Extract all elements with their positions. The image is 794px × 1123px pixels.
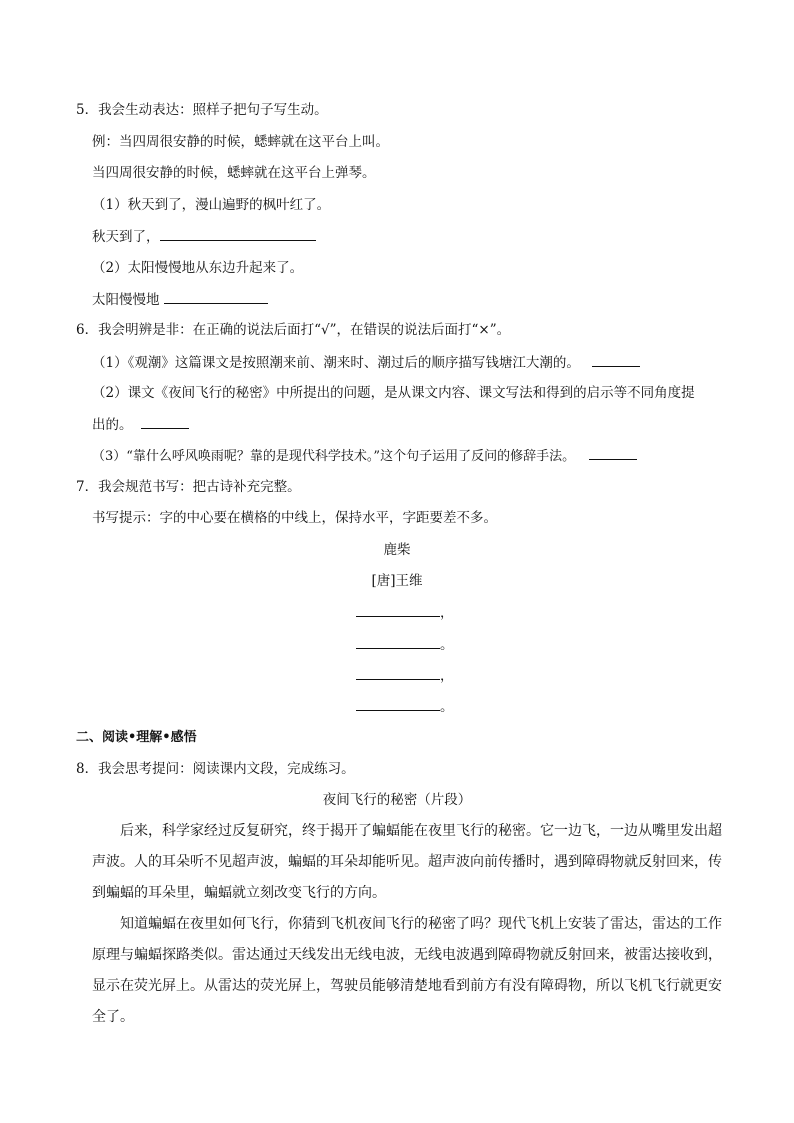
- q8-title: 8．我会思考提问：阅读课内文段，完成练习。: [76, 761, 355, 777]
- q5-item-2-blank[interactable]: [164, 289, 268, 304]
- q5-title: 5．我会生动表达：照样子把句子写生动。: [76, 102, 328, 118]
- q5-item-2: （2）太阳慢慢地从东边升起来了。: [92, 260, 304, 276]
- passage-p1-line-2: 声波。人的耳朵听不见超声波，蝙蝠的耳朵却能听见。超声波向前传播时，遇到障碍物就反射回来，传: [92, 854, 722, 870]
- poem-line-1-blank[interactable]: [356, 602, 440, 617]
- poem-line-3-punct: ，: [440, 668, 454, 684]
- poem-line-2-blank[interactable]: [356, 634, 440, 649]
- passage-p2-line-1: [92, 909, 720, 940]
- q5-item-2-prefix: 太阳慢慢地: [92, 292, 160, 308]
- poem-line-2: [356, 634, 454, 655]
- q5-example: 例：当四周很安静的时候，蟋蟀就在这平台上叫。: [92, 134, 389, 150]
- q5-item-1: （1）秋天到了，漫山遍野的枫叶红了。: [92, 197, 331, 213]
- q6-title: 6．我会明辨是非：在正确的说法后面打“√”，在错误的说法后面打“×”。: [76, 322, 511, 338]
- passage-p1-line-1: [92, 816, 720, 847]
- q6-item-1: [92, 352, 640, 373]
- q6-item-2-blank[interactable]: [141, 414, 189, 429]
- poem-line-1: [356, 602, 454, 623]
- q5-item-2-answer: [92, 289, 268, 310]
- q7-hint: 书写提示：字的中心要在横格的中线上，保持水平，字距要差不多。: [92, 510, 497, 526]
- passage-title: 夜间飞行的秘密（片段）: [322, 792, 472, 808]
- q5-item-1-answer: [92, 226, 316, 247]
- poem-line-3-blank[interactable]: [356, 665, 440, 680]
- passage-p1-line-1-text: 后来，科学家经过反复研究，终于揭开了蝙蝠能在夜里飞行的秘密。它一边飞，一边从嘴里发出超: [120, 823, 722, 839]
- q6-item-3-blank[interactable]: [589, 445, 637, 460]
- poem-line-2-punct: 。: [440, 637, 454, 653]
- poem-line-4-punct: 。: [440, 699, 454, 715]
- poem-author: [唐]王维: [371, 573, 423, 589]
- q6-item-3: [92, 445, 637, 467]
- passage-paragraph-2: [92, 909, 720, 1033]
- passage-p2-line-2: 原理与蝙蝠探路类似。雷达通过天线发出无线电波，无线电波遇到障碍物就反射回来，被雷达接收到，: [92, 947, 722, 963]
- passage-p1-line-3: 到蝙蝠的耳朵里，蝙蝠就立刻改变飞行的方向。: [92, 885, 386, 901]
- q6-item-1-text: （1）《观潮》这篇课文是按照潮来前、潮来时、潮过后的顺序描写钱塘江大潮的。: [92, 355, 580, 371]
- q5-item-1-prefix: 秋天到了，: [92, 229, 160, 245]
- q6-item-2-line-2: [92, 414, 189, 435]
- section-2-title: 二、阅读•理解•感悟: [76, 730, 197, 745]
- q6-item-2-line-1: （2）课文《夜间飞行的秘密》中所提出的问题，是从课文内容、课文写法和得到的启示等不同角度提: [92, 385, 695, 401]
- poem-line-4-blank[interactable]: [356, 696, 440, 711]
- poem-line-4: [356, 696, 454, 717]
- passage-paragraph-1: [92, 816, 720, 909]
- passage-p2-line-4: 全了。: [92, 1009, 134, 1025]
- q6-item-3-text: （3）“靠什么呼风唤雨呢？靠的是现代科学技术。”这个句子运用了反问的修辞手法。: [92, 449, 576, 464]
- poem-line-3: [356, 665, 454, 686]
- poem-title: 鹿柴: [383, 542, 411, 558]
- q5-example-answer: 当四周很安静的时候，蟋蟀就在这平台上弹琴。: [92, 165, 376, 181]
- poem-line-1-punct: ，: [440, 605, 454, 621]
- q7-title: 7．我会规范书写：把古诗补充完整。: [76, 479, 301, 495]
- passage-p2-line-3: 显示在荧光屏上。从雷达的荧光屏上，驾驶员能够清楚地看到前方有没有障碍物，所以飞机飞行就更安: [92, 978, 722, 994]
- q6-item-2-text: 出的。: [92, 417, 133, 433]
- passage-p2-line-1-text: 知道蝙蝠在夜里如何飞行，你猜到飞机夜间飞行的秘密了吗？现代飞机上安装了雷达，雷达的工作: [120, 916, 722, 932]
- q6-item-1-blank[interactable]: [592, 352, 640, 367]
- q5-item-1-blank[interactable]: [160, 226, 316, 241]
